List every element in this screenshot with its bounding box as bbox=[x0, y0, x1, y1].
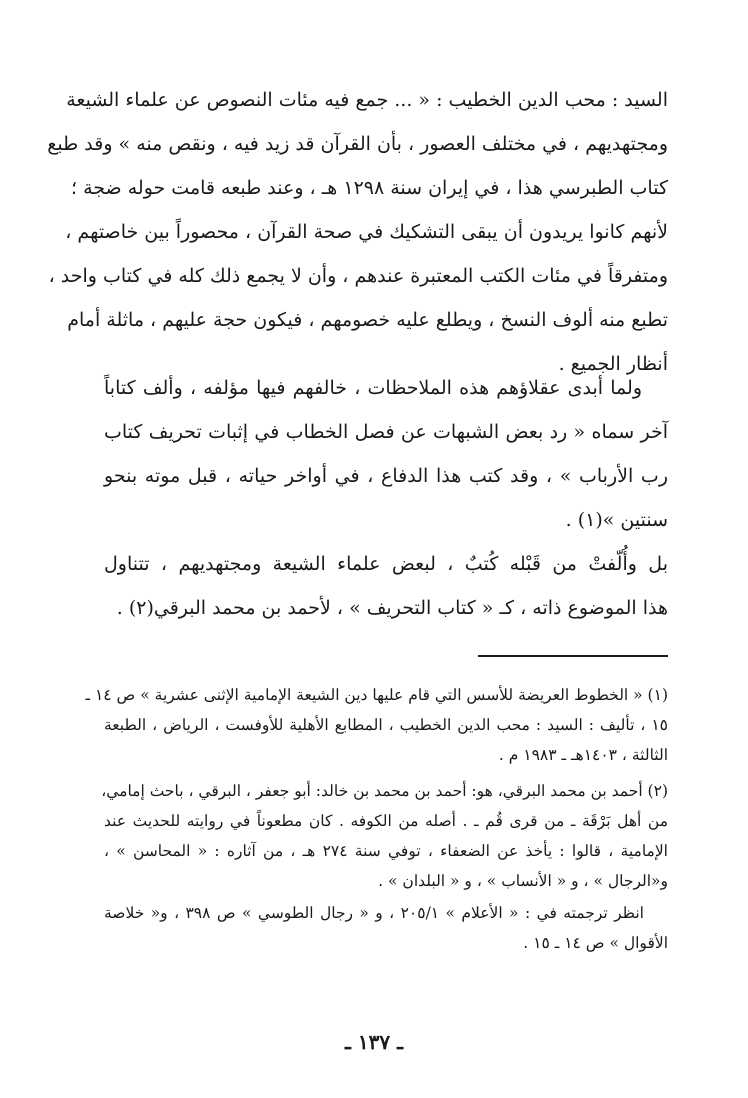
footnote-line: و«الرجال » ، و « الأنساب » ، و « البلدان » . bbox=[378, 872, 668, 890]
footnote-2 bbox=[101, 776, 668, 896]
text-line: رب الأرباب » ، وقد كتب هذا الدفاع ، في أواخر حياته ، قبل موته بنحو bbox=[104, 465, 668, 487]
text-line: آخر سماه « رد بعض الشبهات عن فصل الخطاب في إثبات تحريف كتاب bbox=[104, 421, 668, 443]
footnote-line: الثالثة ، ١٤٠٣هـ ـ ١٩٨٣ م . bbox=[498, 746, 668, 764]
footnote-line: انظر ترجمته في : « الأعلام » ٢٠٥/١ ، و « رجال الطوسي » ص ٣٩٨ ، و« خلاصة bbox=[104, 904, 644, 922]
paragraph-3 bbox=[104, 542, 668, 630]
text-line: السيد : محب الدين الخطيب : « ... جمع فيه مئات النصوص عن علماء الشيعة bbox=[66, 89, 668, 111]
text-line: هذا الموضوع ذاته ، كـ « كتاب التحريف » ، لأحمد بن محمد البرقي(٢) . bbox=[116, 597, 668, 619]
text-line: لأنهم كانوا يريدون أن يبقى التشكيك في صحة القرآن ، محصوراً بين خاصتهم ، bbox=[65, 221, 668, 243]
footnote-1 bbox=[85, 680, 668, 770]
text-line: تطبع منه ألوف النسخ ، ويطلع عليه خصومهم ، فيكون حجة عليهم ، ماثلة أمام bbox=[67, 309, 668, 331]
footnote-2-references bbox=[104, 898, 668, 958]
paragraph-2 bbox=[104, 366, 668, 542]
footnote-line: ١٥ ، تأليف : السيد : محب الدين الخطيب ، المطابع الأهلية للأوفست ، الرياض ، الطبعة bbox=[104, 716, 668, 734]
text-line: كتاب الطبرسي هذا ، في إيران سنة ١٢٩٨ هـ ، وعند طبعه قامت حوله ضجة ؛ bbox=[71, 177, 668, 199]
text-line: ومتفرقاً في مئات الكتب المعتبرة عندهم ، وأن لا يجمع ذلك كله في كتاب واحد ، bbox=[48, 265, 668, 287]
paragraph-1 bbox=[47, 78, 668, 386]
text-line: ولما أبدى عقلاؤهم هذه الملاحظات ، خالفهم فيها مؤلفه ، وألف كتاباً bbox=[104, 377, 642, 399]
text-line: سنتين »(١) . bbox=[565, 509, 668, 531]
footnote-line: الأقوال » ص ١٤ ـ ١٥ . bbox=[523, 934, 668, 952]
footnote-line: الإمامية ، قالوا : يأخذ عن الضعفاء ، توفي سنة ٢٧٤ هـ ، من آثاره : « المحاسن » ، bbox=[104, 842, 668, 860]
text-line: بل وأُلّفتْ من قَبْله كُتبٌ ، لبعض علماء الشيعة ومجتهديهم ، تتناول bbox=[104, 553, 668, 575]
footnote-divider bbox=[478, 655, 668, 657]
text-line: أنظار الجميع . bbox=[558, 353, 668, 375]
footnote-line: (٢) أحمد بن محمد البرقي، هو: أحمد بن محمد بن خالد: أبو جعفر ، البرقي ، باحث إمامي، bbox=[101, 782, 668, 800]
footnote-line: من أهل بَرْقَة ـ من قرى قُم ـ . أصله من الكوفه . كان مطعوناً في روايته للحديث عند bbox=[104, 812, 668, 830]
text-line: ومجتهديهم ، في مختلف العصور ، بأن القرآن قد زيد فيه ، ونقص منه » وقد طبع bbox=[47, 133, 668, 155]
page-number: ـ ١٣٧ ـ bbox=[345, 1030, 403, 1054]
footnote-line: (١) « الخطوط العريضة للأسس التي قام عليها دين الشيعة الإمامية الإثنى عشرية » ص ١٤ ـ bbox=[85, 686, 668, 704]
